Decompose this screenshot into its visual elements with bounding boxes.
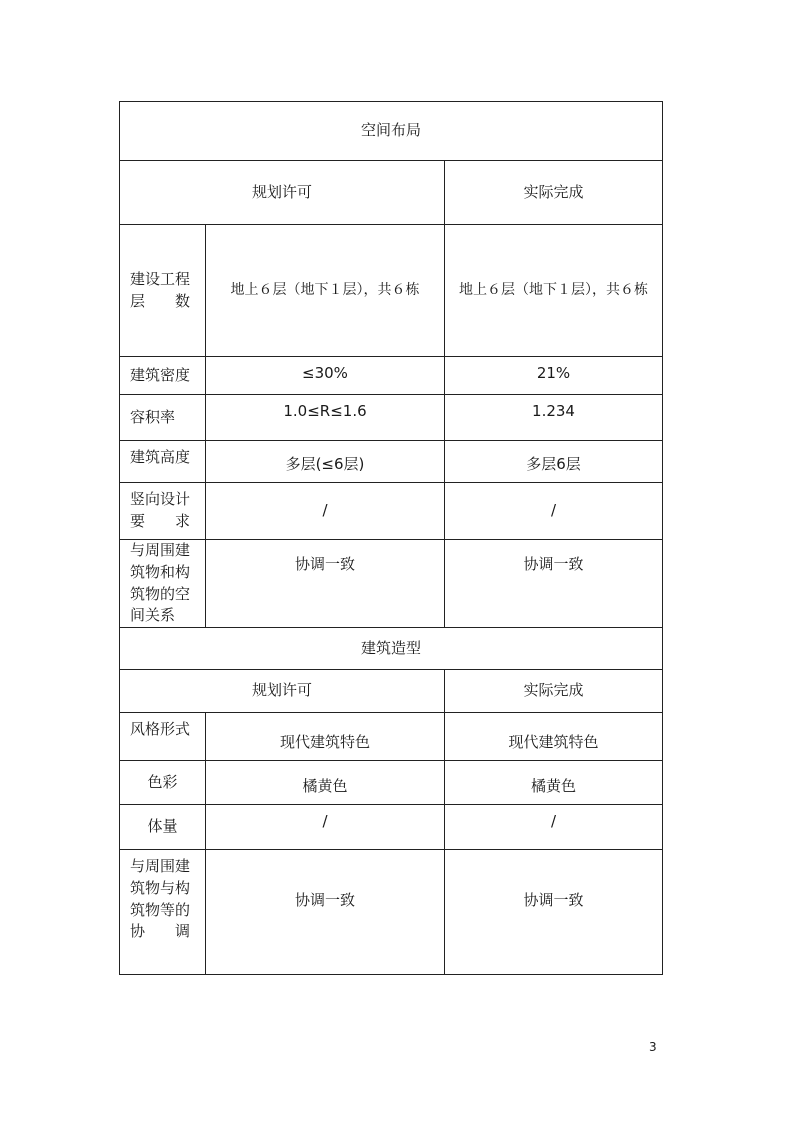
planned-value: / (206, 805, 445, 850)
row-label-line: 筑物和构 (130, 562, 191, 581)
section-header-row (120, 102, 663, 161)
planning-comparison-table (119, 101, 663, 975)
row-label-line: 筑物与构 (130, 878, 191, 897)
column-header-planned: 规划许可 (120, 670, 445, 713)
row-label-line: 建设工程 (130, 269, 191, 288)
table-row (120, 805, 663, 850)
row-label: 风格形式 (120, 713, 206, 761)
actual-value: 现代建筑特色 (445, 713, 663, 761)
table-row (120, 713, 663, 761)
row-label-line: 要 求 (130, 512, 191, 530)
table-row (120, 850, 663, 975)
table-row (120, 483, 663, 540)
actual-value: 协调一致 (445, 540, 663, 628)
planned-value: 地上６层（地下１层），共６栋 (206, 225, 445, 357)
table-row (120, 357, 663, 395)
row-label-line: 竖向设计 (130, 490, 191, 509)
row-label-line: 与周围建 (130, 857, 191, 875)
planned-value: / (206, 483, 445, 540)
row-label-line: 协 调 (130, 922, 191, 941)
section-header-row (120, 628, 663, 670)
section-title-architectural-form: 建筑造型 (120, 628, 663, 670)
actual-value: / (445, 483, 663, 540)
planned-value: 多层(≤6层) (206, 441, 445, 483)
actual-value: / (445, 805, 663, 850)
row-label: 色彩 (120, 761, 206, 805)
row-label: 体量 (120, 805, 206, 850)
planned-value: ≤30% (206, 357, 445, 395)
row-label: 建筑高度 (120, 441, 206, 483)
page-number: 3 (649, 1040, 657, 1054)
actual-value: 21% (445, 357, 663, 395)
actual-value: 地上６层（地下１层），共６栋 (445, 225, 663, 357)
column-header-row (120, 161, 663, 225)
row-label: 容积率 (120, 395, 206, 441)
planned-value: 协调一致 (206, 540, 445, 628)
planned-value: 协调一致 (206, 850, 445, 975)
row-label (120, 483, 206, 540)
row-label (120, 540, 206, 628)
row-label (120, 850, 206, 975)
row-label: 建筑密度 (120, 357, 206, 395)
column-header-actual: 实际完成 (445, 161, 663, 225)
planned-value: 现代建筑特色 (206, 713, 445, 761)
column-header-planned: 规划许可 (120, 161, 445, 225)
row-label (120, 225, 206, 357)
column-header-row (120, 670, 663, 713)
planned-value: 橘黄色 (206, 761, 445, 805)
row-label-line: 筑物的空 (130, 584, 191, 603)
actual-value: 协调一致 (445, 850, 663, 975)
row-label-line: 与周围建 (130, 541, 191, 559)
table-row (120, 761, 663, 805)
table-row (120, 540, 663, 628)
actual-value: 多层6层 (445, 441, 663, 483)
table-row (120, 225, 663, 357)
planned-value: 1.0≤R≤1.6 (206, 395, 445, 441)
table-row (120, 395, 663, 441)
column-header-actual: 实际完成 (445, 670, 663, 713)
actual-value: 橘黄色 (445, 761, 663, 805)
row-label-line: 层 数 (130, 291, 191, 310)
row-label-line: 间关系 (130, 606, 176, 625)
section-title-spatial-layout: 空间布局 (120, 102, 663, 161)
table-row (120, 441, 663, 483)
actual-value: 1.234 (445, 395, 663, 441)
row-label-line: 筑物等的 (130, 900, 191, 919)
